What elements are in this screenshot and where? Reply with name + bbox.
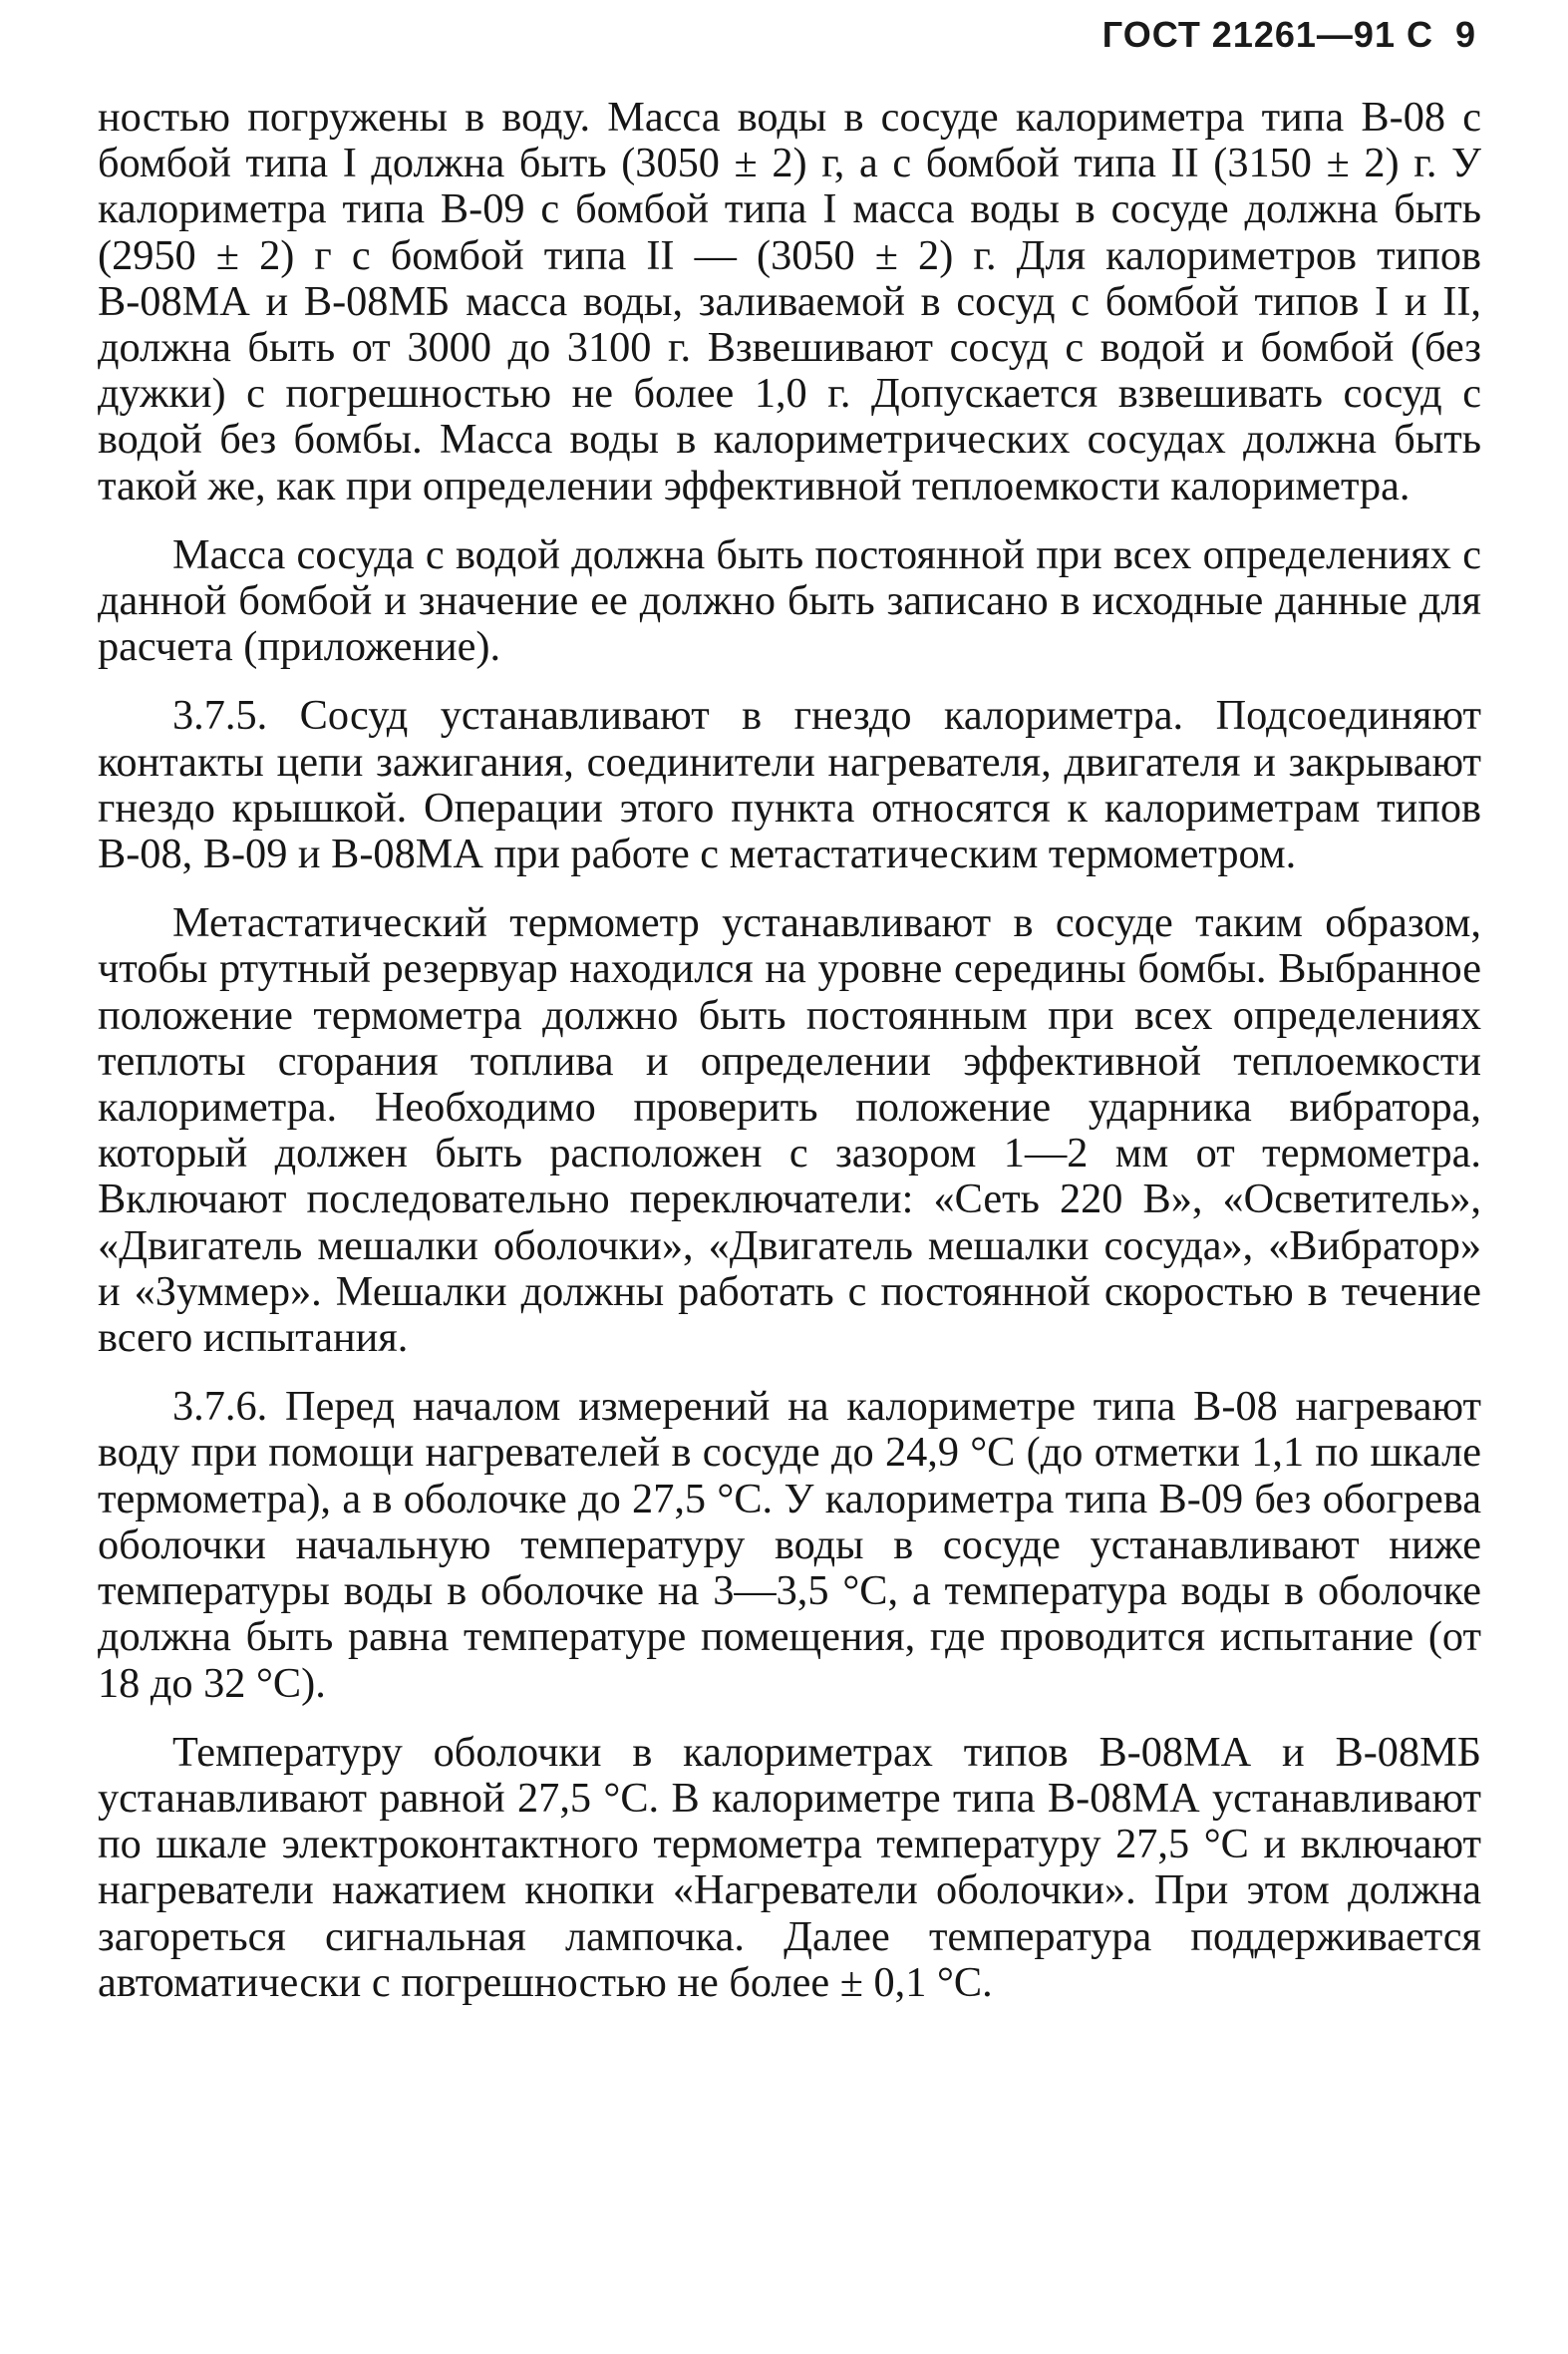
paragraph-3-7-6: 3.7.6. Перед началом измерений на калориметре типа В-08 нагревают воду при помощи нагревателей в сосуде до 24,9 °С (до отметки 1,1 по шкале термометра), а в оболочке до 27,5 °С. У калориметра типа В-09 без обогрева оболочки начальную температуру воды в сосуде устанавливают ниже температуры воды в оболочке на 3—3,5 °С, а температура воды в оболочке должна быть равна температуре помещения, где проводится испытание (от 18 до 32 °С). [98,1383,1481,1707]
paragraph-continuation: ностью погружены в воду. Масса воды в сосуде калориметра типа В-08 с бомбой типа I должна быть (3050 ± 2) г, а с бомбой типа II (3150 ± 2) г. У калориметра типа В-09 с бомбой типа I масса воды в сосуде должна быть (2950 ± 2) г с бомбой типа II — (3050 ± 2) г. Для калориметров типов В-08МА и В-08МБ масса воды, заливаемой в сосуд с бомбой типов I и II, должна быть от 3000 до 3100 г. Взвешивают сосуд с водой и бомбой (без дужки) с погрешностью не более 1,0 г. Допускается взвешивать сосуд с водой без бомбы. Масса воды в калориметрических сосудах должна быть такой же, как при определении эффективной теплоемкости калориметра. [98,94,1481,509]
paragraph-thermometer: Метастатический термометр устанавливают в сосуде таким образом, чтобы ртутный резервуар находился на уровне середины бомбы. Выбранное положение термометра должно быть постоянным при всех определениях теплоты сгорания топлива и определении эффективной теплоемкости калориметра. Необходимо проверить положение ударника вибратора, который должен быть расположен с зазором 1—2 мм от термометра. Включают последовательно переключатели: «Сеть 220 В», «Осветитель», «Двигатель мешалки оболочки», «Двигатель мешалки сосуда», «Вибратор» и «Зуммер». Мешалки должны работать с постоянной скоростью в течение всего испытания. [98,899,1481,1362]
paragraph-shell-temperature: Температуру оболочки в калориметрах типов В-08МА и В-08МБ устанавливают равной 27,5 °С. В калориметре типа В-08МА устанавливают по шкале электроконтактного термометра температуру 27,5 °С и включают нагреватели нажатием кнопки «Нагреватели оболочки». При этом должна загореться сигнальная лампочка. Далее температура поддерживается автоматически с погрешностью не более ± 0,1 °С. [98,1728,1481,2006]
page-header [1102,14,1476,56]
paragraph-vessel-mass: Масса сосуда с водой должна быть постоянной при всех определениях с данной бомбой и значение ее должно быть записано в исходные данные для расчета (приложение). [98,530,1481,671]
page-number: 9 [1454,14,1476,55]
standard-designation: ГОСТ 21261—91 С [1101,14,1433,55]
body-text [98,95,1481,2006]
paragraph-3-7-5: 3.7.5. Сосуд устанавливают в гнездо калориметра. Подсоединяют контакты цепи зажигания, соединители нагревателя, двигателя и закрывают гнездо крышкой. Операции этого пункта относятся к калориметрам типов В-08, В-09 и В-08МА при работе с метастатическим термометром. [98,692,1481,878]
